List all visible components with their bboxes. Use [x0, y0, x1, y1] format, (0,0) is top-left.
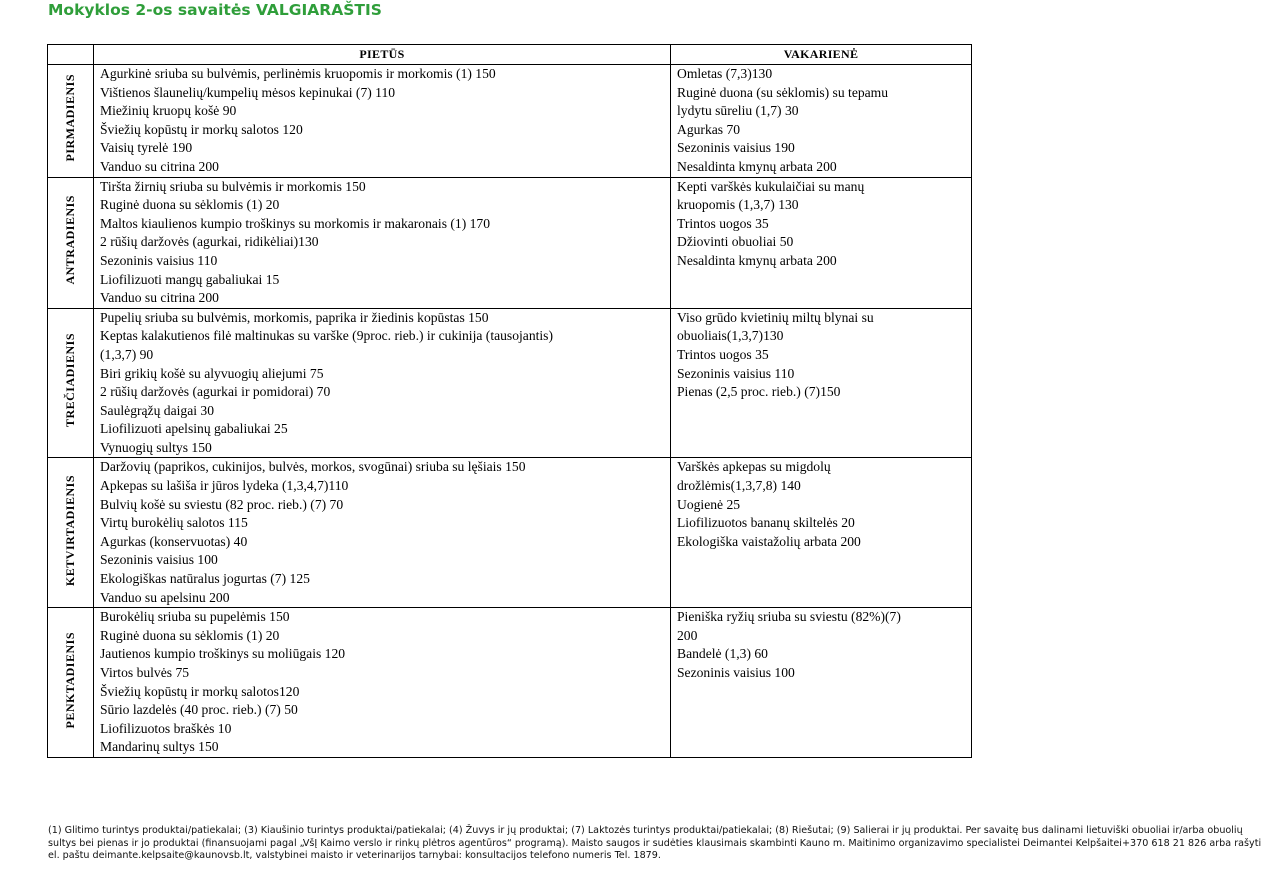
lunch-item: Vynuogių sultys 150	[100, 439, 212, 455]
day-row	[48, 65, 972, 178]
lunch-item: Mandarinų sultys 150	[100, 739, 219, 755]
menu-table	[47, 44, 972, 758]
dinner-item: Sezoninis vaisius 190	[677, 140, 795, 156]
lunch-item: Liofilizuoti apelsinų gabaliukai 25	[100, 421, 288, 437]
lunch-item: Pupelių sriuba su bulvėmis, morkomis, paprika ir žiedinis kopūstas 150	[100, 309, 489, 325]
lunch-item: Ruginė duona su sėklomis (1) 20	[100, 627, 280, 643]
day-label: KETVIRTADIENIS	[63, 474, 78, 586]
lunch-item: Keptas kalakutienos filė maltinukas su varške (9proc. rieb.) ir cukinija (tausojantis)	[100, 328, 553, 344]
lunch-cell	[94, 458, 671, 608]
dinner-item: Ekologiška vaistažolių arbata 200	[677, 533, 861, 549]
dinner-item: Pienas (2,5 proc. rieb.) (7)150	[677, 384, 841, 400]
dinner-item: Trintos uogos 35	[677, 215, 769, 231]
lunch-item: Vanduo su citrina 200	[100, 158, 219, 174]
allergen-footnote: (1) Glitimo turintys produktai/patiekalai; (3) Kiaušinio turintys produktai/patiekalai; (4) Žuvys ir jų produktai; (7) Laktozės turintys produktai/patiekalai; (8) Riešutai; (9) Salierai ir jų produktai. Per savaitę bus dalinami lietuviški obuoliai ir/arba obuolių sultys bei pienas ir jo produktai (finansuojami pagal „VšĮ Kaimo verslo ir rinkų plėtros agentūros“ programą). Maisto saugos ir sudėties klausimais skambinti Kauno m. Maitinimo organizavimo specialistei Deimantei Kelpšaitei+370 618 21 826 arba rašyti el. paštu deimante.kelpsaite@kaunovsb.lt, valstybinei maisto ir veterinarijos tarnybai: konsultacijos telefono numeris Tel. 1879.	[48, 825, 1262, 861]
dinner-item: Kepti varškės kukulaičiai su manų	[677, 178, 865, 194]
dinner-item: Varškės apkepas su migdolų	[677, 459, 831, 475]
dinner-item: Bandelė (1,3) 60	[677, 646, 768, 662]
day-row	[48, 458, 972, 608]
dinner-item: Trintos uogos 35	[677, 346, 769, 362]
lunch-item: Apkepas su lašiša ir jūros lydeka (1,3,4,7)110	[100, 478, 349, 494]
lunch-item: Liofilizuoti mangų gabaliukai 15	[100, 271, 280, 287]
lunch-item: Šviežių kopūstų ir morkų salotos120	[100, 683, 300, 699]
lunch-item: Vaisių tyrelė 190	[100, 140, 193, 156]
lunch-item: Virtų burokėlių salotos 115	[100, 515, 248, 531]
lunch-cell	[94, 308, 671, 458]
dinner-cell	[671, 608, 972, 758]
dinner-item: Omletas (7,3)130	[677, 66, 773, 81]
dinner-cell	[671, 177, 972, 308]
page-title: Mokyklos 2-os savaitės VALGIARAŠTIS	[48, 1, 382, 19]
day-row	[48, 177, 972, 308]
lunch-item: Sezoninis vaisius 110	[100, 252, 218, 268]
lunch-item: Maltos kiaulienos kumpio troškinys su morkomis ir makaronais (1) 170	[100, 215, 491, 231]
dinner-item: Liofilizuotos bananų skiltelės 20	[677, 515, 855, 531]
lunch-item: Biri grikių košė su alyvuogių aliejumi 75	[100, 365, 324, 381]
lunch-item: Ekologiškas natūralus jogurtas (7) 125	[100, 571, 310, 587]
lunch-item: Jautienos kumpio troškinys su moliūgais 120	[100, 646, 346, 662]
dinner-item: lydytu sūreliu (1,7) 30	[677, 103, 799, 119]
lunch-item: Sezoninis vaisius 100	[100, 552, 218, 568]
lunch-item: Tiršta žirnių sriuba su bulvėmis ir morkomis 150	[100, 178, 366, 194]
header-row	[48, 45, 972, 65]
lunch-item: Bulvių košė su sviestu (82 proc. rieb.) (7) 70	[100, 496, 344, 512]
dinner-item: Džiovinti obuoliai 50	[677, 234, 794, 250]
dinner-item: obuoliais(1,3,7)130	[677, 328, 784, 344]
dinner-item: 200	[677, 627, 698, 643]
dinner-item: Sezoninis vaisius 110	[677, 365, 795, 381]
lunch-item: Virtos bulvės 75	[100, 665, 190, 680]
dinner-item: Uogienė 25	[677, 496, 741, 512]
day-cell	[48, 608, 94, 758]
dinner-cell	[671, 458, 972, 608]
lunch-item: 2 rūšių daržovės (agurkai ir pomidorai) 70	[100, 384, 331, 400]
header-dinner: VAKARIENĖ	[671, 45, 972, 65]
lunch-item: 2 rūšių daržovės (agurkai, ridikėliai)130	[100, 234, 319, 250]
day-row	[48, 308, 972, 458]
day-row	[48, 608, 972, 758]
dinner-item: Ruginė duona (su sėklomis) su tepamu	[677, 84, 889, 100]
header-lunch: PIETŪS	[94, 45, 671, 65]
lunch-item: Vanduo su citrina 200	[100, 290, 219, 306]
lunch-item: (1,3,7) 90	[100, 346, 154, 362]
day-cell	[48, 65, 94, 178]
lunch-item: Liofilizuotos braškės 10	[100, 720, 232, 736]
lunch-item: Vištienos šlaunelių/kumpelių mėsos kepinukai (7) 110	[100, 84, 396, 100]
day-label: TREČIADIENIS	[63, 333, 78, 428]
lunch-cell	[94, 65, 671, 178]
dinner-item: kruopomis (1,3,7) 130	[677, 197, 799, 213]
dinner-item: Nesaldinta kmynų arbata 200	[677, 158, 837, 174]
lunch-item: Šviežių kopūstų ir morkų salotos 120	[100, 121, 303, 137]
dinner-item: Viso grūdo kvietinių miltų blynai su	[677, 309, 874, 325]
lunch-item: Agurkas (konservuotas) 40	[100, 533, 248, 549]
day-label: PENKTADIENIS	[63, 631, 78, 729]
lunch-item: Saulėgrąžų daigai 30	[100, 402, 214, 418]
dinner-cell	[671, 65, 972, 178]
dinner-item: Sezoninis vaisius 100	[677, 665, 795, 680]
lunch-item: Vanduo su apelsinu 200	[100, 589, 230, 605]
dinner-item: drožlėmis(1,3,7,8) 140	[677, 478, 801, 494]
lunch-item: Miežinių kruopų košė 90	[100, 103, 237, 119]
lunch-cell	[94, 608, 671, 758]
dinner-cell	[671, 308, 972, 458]
dinner-item: Nesaldinta kmynų arbata 200	[677, 252, 837, 268]
lunch-item: Sūrio lazdelės (40 proc. rieb.) (7) 50	[100, 702, 298, 718]
lunch-item: Ruginė duona su sėklomis (1) 20	[100, 197, 280, 213]
lunch-item: Agurkinė sriuba su bulvėmis, perlinėmis kruopomis ir morkomis (1) 150	[100, 66, 496, 81]
day-label: PIRMADIENIS	[63, 74, 78, 162]
day-cell	[48, 177, 94, 308]
lunch-item: Burokėlių sriuba su pupelėmis 150	[100, 609, 290, 625]
day-cell	[48, 308, 94, 458]
header-day	[48, 45, 94, 65]
dinner-item: Pieniška ryžių sriuba su sviestu (82%)(7)	[677, 609, 901, 625]
lunch-cell	[94, 177, 671, 308]
day-cell	[48, 458, 94, 608]
day-label: ANTRADIENIS	[63, 195, 78, 285]
lunch-item: Daržovių (paprikos, cukinijos, bulvės, morkos, svogūnai) sriuba su lęšiais 150	[100, 459, 526, 475]
menu-body	[48, 65, 972, 758]
dinner-item: Agurkas 70	[677, 121, 741, 137]
